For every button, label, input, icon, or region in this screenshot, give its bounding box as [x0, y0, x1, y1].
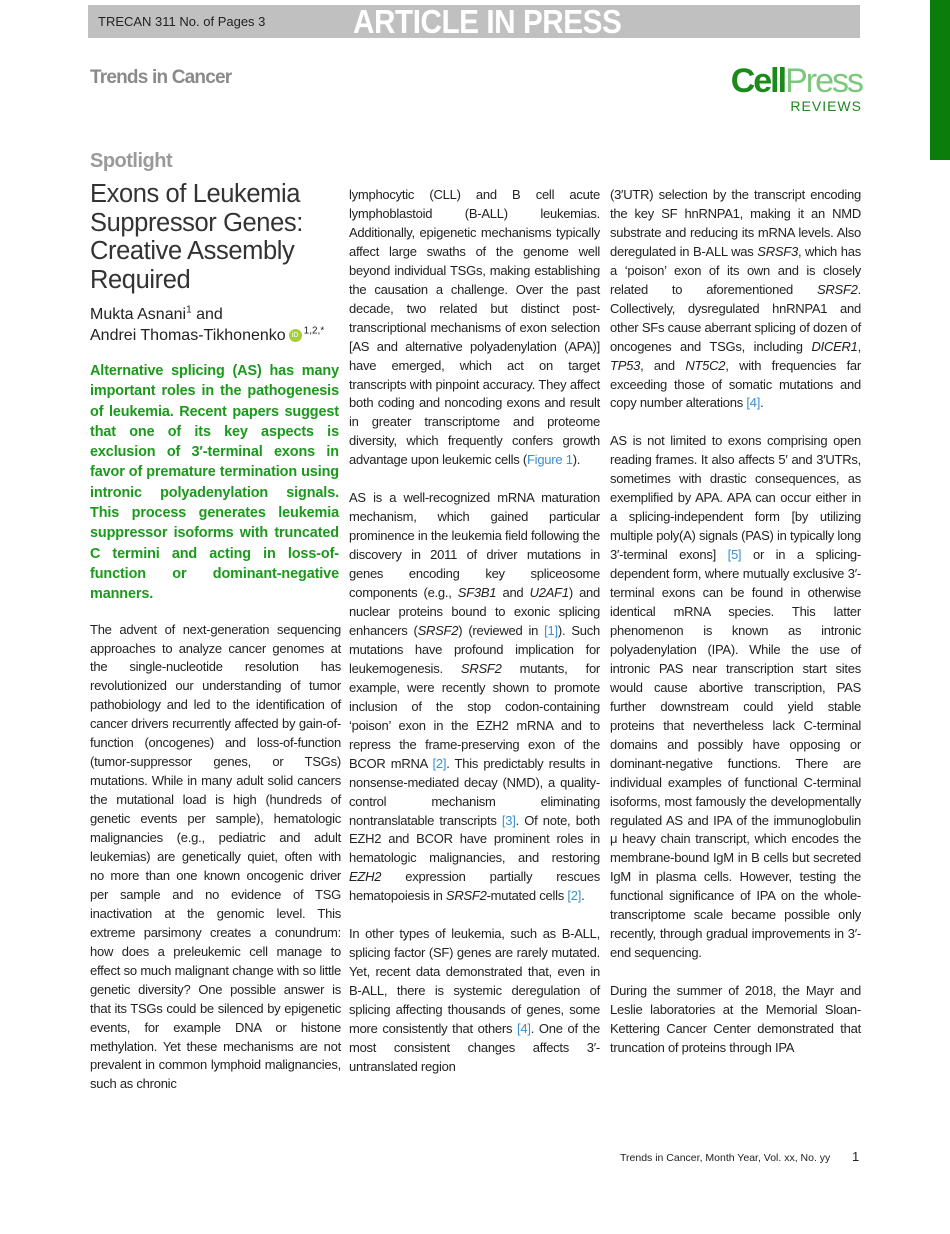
reference-link[interactable]: [5] [727, 547, 742, 563]
abstract: Alternative splicing (AS) has many important roles in the pathogenesis of leukemia. Recent papers suggest that one of its key aspects is exclusion of 3′-terminal exons in favor of premature termination using intronic polyadenylation signals. This process generates leukemia suppressor isoforms with truncated C termini and acting in loss-of-function or dominant-negative manners. [90, 363, 339, 603]
author-conjunction: and [191, 306, 223, 323]
article-in-press-banner [88, 5, 860, 38]
body-text: . Collectively, dysregulated hnRNPA1 and other SFs cause aberrant splicing of dozen of oncogenes and TSGs, including [610, 281, 861, 354]
body-text: ). Such mutations have profound implication for leukemogenesis. [349, 622, 600, 676]
journal-name: Trends in Cancer [90, 67, 232, 88]
reference-link[interactable]: [4] [517, 1021, 531, 1037]
reference-link[interactable]: [4] [746, 395, 761, 411]
reference-link[interactable]: [3] [501, 812, 516, 828]
body-text: -mutated cells [486, 888, 568, 904]
page-number: 1 [852, 1149, 860, 1164]
logo-cell: Cell [730, 62, 786, 100]
author-2-affil: 1,2,* [303, 325, 325, 337]
column-2 [349, 186, 600, 1077]
logo-reviews: REVIEWS [790, 98, 862, 114]
body-text: or in a splicing-dependent form, where mutually exclusive 3′-terminal exons can be found in otherwise identical mRNA species. This latter phenomenon is known as intronic polyadenylation (IPA). While the use of intronic PAS near transcription start sites would cause abortive transcription, PAS further downstream could yield stable proteins that nevertheless lack C-terminal domains and possibly have opposing or dominant-negative functions. There are individual examples of functional C-terminal isoforms, most famously the developmentally regulated AS and IPA of the immunoglobulin μ heavy chain transcript, which encodes the membrane-bound IgM in B cells but secreted IgM in plasma cells. However, testing the functional significance of IPA on the whole-transcriptome scale became possible only recently, through gradual improvements in 3′-end sequencing. [610, 547, 861, 961]
gene-name: TP53 [610, 357, 641, 373]
body-text: (3′UTR) selection by the transcript encoding the key SF hnRNPA1, making it an NMD substrate and reducing its mRNA levels. Also deregulated in B-ALL was [610, 187, 861, 259]
body-text: ). [572, 452, 581, 468]
body-text: , which has a ‘poison’ exon of its own and is closely related to aforementioned [610, 243, 861, 297]
article-title: Exons of Leukemia Suppressor Genes: Creative Assembly Required [90, 180, 303, 294]
body-text: AS is not limited to exons comprising open reading frames. It also affects 5′ and 3′UTRs, sometimes with drastic consequences, as exemplified by APA. APA can occur either in a splicing-independent form [by utilizing multiple poly(A) signals (PAS) in typically long 3′-terminal exons] [610, 433, 861, 563]
gene-name: U2AF1 [529, 585, 569, 601]
gene-name: DICER1 [811, 338, 858, 354]
body-paragraph [90, 621, 341, 1095]
body-text: During the summer of 2018, the Mayr and Leslie laboratories at the Memorial Sloan-Kettering Cancer Center demonstrated that truncation of proteins through IPA [610, 983, 861, 1055]
gene-name: NT5C2 [685, 357, 726, 373]
body-text: . Of note, both EZH2 and BCOR have prominent roles in hematologic malignancies, and restoring [349, 812, 600, 866]
author-1-affil: 1 [186, 304, 192, 316]
gene-name: SRSF2 [816, 281, 858, 297]
body-text: ) and nuclear proteins bound to exonic splicing enhancers ( [349, 585, 601, 638]
body-text: . This predictably results in nonsense-mediated decay (NMD), a quality-control mechanism eliminating nontranslatable transcripts [349, 755, 600, 828]
body-text: ) (reviewed in [458, 622, 545, 638]
orcid-icon[interactable]: iD [289, 329, 302, 342]
body-text: In other types of leukemia, such as B-ALL, splicing factor (SF) genes are rarely mutated. Yet, recent data demonstrated that, even in B-ALL, there is systemic deregulation of splicing affecting thousands of genes, some more consistently that others [349, 926, 600, 1037]
column-3 [610, 186, 861, 1058]
gene-name: SRSF3 [757, 243, 798, 259]
body-paragraph [610, 982, 861, 1058]
gene-name: SRSF2 [445, 888, 487, 904]
body-paragraph [349, 186, 600, 470]
body-text: , and [640, 357, 686, 373]
author-1[interactable]: Mukta Asnani [90, 306, 187, 323]
body-text: and [496, 585, 530, 601]
gene-name: SF3B1 [457, 585, 497, 601]
side-color-tab [930, 0, 950, 160]
reference-link[interactable]: [2] [567, 888, 582, 904]
body-text: The advent of next-generation sequencing approaches to analyze cancer genomes at the single-nucleotide resolution has revolutionized our understanding of tumor pathobiology and led to the identification of cancer drivers recurrently affected by gain-of-function (oncogenes) and loss-of-function (tumor-suppressor genes, or TSGs) mutations. While in many adult solid cancers the mutational load is high (hundreds of genetic events per sample), hematologic malignancies (e.g., pediatric and adult leukemias) are genetically quiet, often with no more than one known oncogenic driver per sample and no evidence of TSG inactivation at the genomic level. This extreme parsimony creates a conundrum: how does a preleukemic cell manage to effect so much malignant change with so little genetic diversity? One possible answer is that its TSGs could be silenced by epigenetic events, for example DNA or histone methylation. Yet these mechanisms are not prevalent in common lymphoid malignancies, such as chronic [90, 621, 341, 1092]
body-paragraph [349, 925, 600, 1077]
reference-link[interactable]: Figure 1 [526, 452, 573, 468]
gene-name: SRSF2 [417, 622, 459, 638]
gene-name: EZH2 [349, 869, 382, 885]
body-text: lymphocytic (CLL) and B cell acute lymphoblastoid (B-ALL) leukemias. Additionally, epigenetic mechanisms typically affect large swaths of the genome well beyond individual TSGs, making establishing the causation a challenge. Over the past decade, two related but distinct post-transcriptional mechanisms of exon selection [AS and alternative polyadenylation (APA)] have emerged, which act on target transcripts with pinpoint accuracy. They affect both coding and noncoding exons and result in greater transcriptome and proteome diversity, which frequently confers growth advantage upon leukemic cells ( [349, 187, 600, 468]
body-text: , [857, 338, 861, 354]
body-text: . [760, 395, 764, 411]
reference-link[interactable]: [2] [432, 755, 447, 771]
author-list [90, 304, 360, 346]
body-paragraph [610, 432, 861, 963]
author-2[interactable]: Andrei Thomas-Tikhonenko [90, 327, 286, 344]
body-text: expression partially rescues hematopoiesis in [349, 869, 600, 904]
manuscript-ref: TRECAN 311 No. of Pages 3 [98, 14, 266, 29]
body-text: mutants, for example, were recently shown to promote inclusion of the stop codon-containing ‘poison’ exon in the EZH2 mRNA and to repress the frame-preserving exon of the BCOR mRNA [349, 660, 601, 771]
reference-link[interactable]: [1] [544, 622, 558, 638]
body-text: . [581, 888, 585, 904]
body-paragraph [610, 186, 861, 413]
cellpress-logo [712, 64, 862, 114]
gene-name: SRSF2 [460, 660, 502, 676]
column-1 [90, 180, 341, 1094]
body-paragraph [349, 489, 600, 906]
body-text: , with frequencies far exceeding those of somatic mutations and copy number alterations [610, 357, 861, 411]
footer-citation: Trends in Cancer, Month Year, Vol. xx, No. yy [620, 1152, 831, 1164]
logo-press: Press [785, 62, 862, 100]
body-text: . One of the most consistent changes affects 3′-untranslated region [349, 1021, 600, 1074]
body-text: AS is a well-recognized mRNA maturation mechanism, which gained particular prominence in the leukemia field following the discovery in 2011 of driver mutations in genes encoding key spliceosome components (e.g., [349, 490, 600, 601]
banner-text: ARTICLE IN PRESS [353, 3, 622, 40]
section-label: Spotlight [90, 150, 173, 172]
